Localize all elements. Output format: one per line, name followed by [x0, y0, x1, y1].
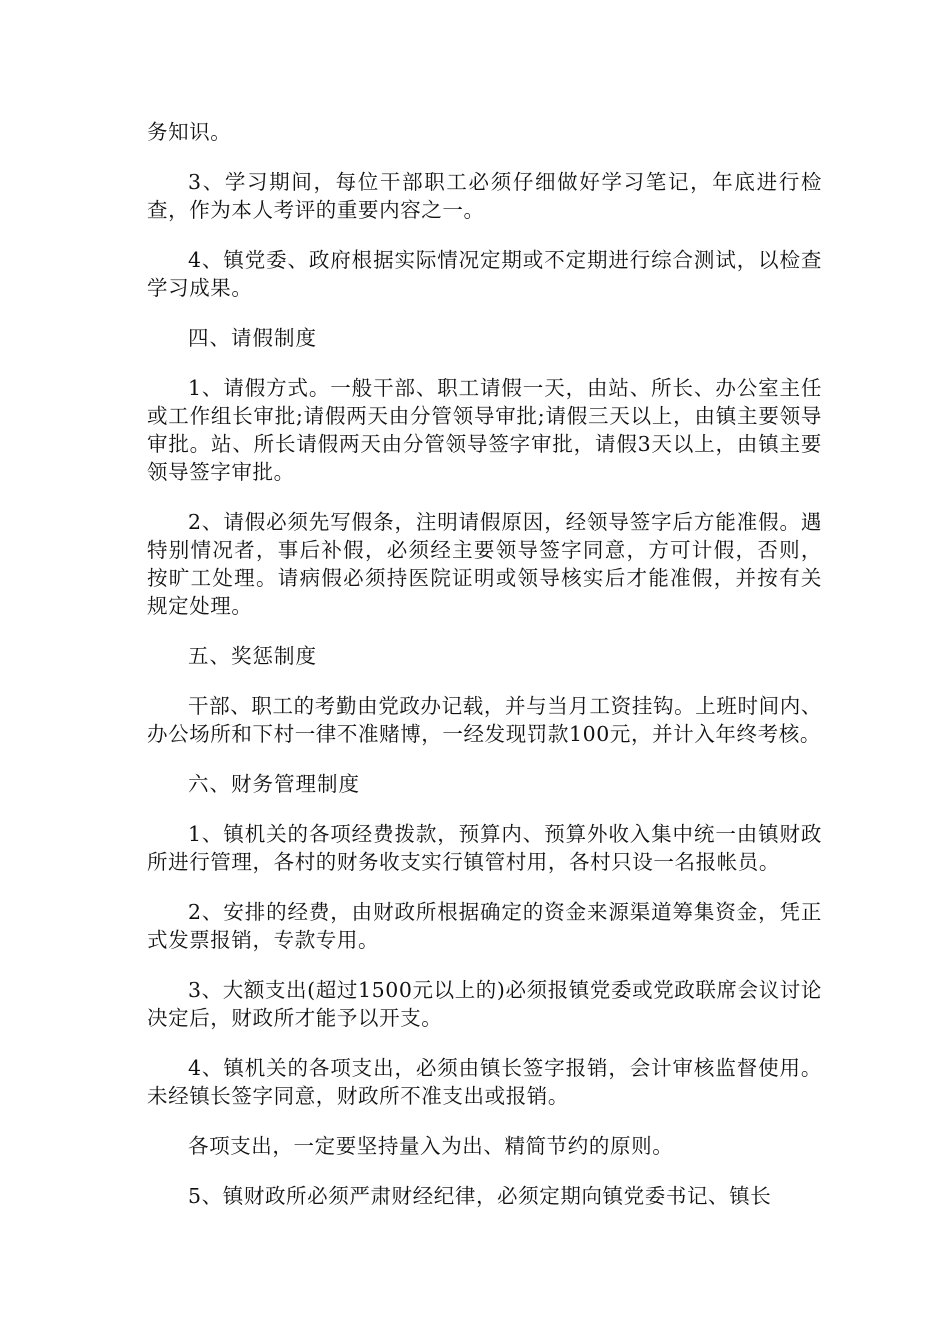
paragraph-finance-discipline: 5、镇财政所必须严肃财经纪律，必须定期向镇党委书记、镇长: [188, 1184, 772, 1208]
paragraph-finance-principle: 各项支出，一定要坚持量入为出、精简节约的原则。: [188, 1134, 674, 1158]
paragraph-study-test: 4、镇党委、政府根据实际情况定期或不定期进行综合测试，以检查学习成果。: [147, 248, 822, 300]
section-heading-leave: 四、请假制度: [188, 326, 317, 350]
paragraph-finance-large-spending: 3、大额支出(超过1500元以上的)必须报镇党委或党政联席会议讨论决定后，财政所才能予以开支。: [147, 978, 823, 1030]
paragraph-leave-note: 2、请假必须先写假条，注明请假原因，经领导签字后方能准假。遇特别情况者，事后补假，必须经主要领导签字同意，方可计假，否则，按旷工处理。请病假必须持医院证明或领导核实后才能准假，并按有关规定处理。: [147, 510, 822, 618]
paragraph-finance-signature: 4、镇机关的各项支出，必须由镇长签字报销，会计审核监督使用。未经镇长签字同意，财政所不准支出或报销。: [147, 1056, 822, 1108]
paragraph-attendance: 干部、职工的考勤由党政办记载，并与当月工资挂钩。上班时间内、办公场所和下村一律不准赌博，一经发现罚款100元，并计入年终考核。: [147, 694, 822, 746]
paragraph-continuation: 务知识。: [147, 120, 232, 144]
paragraph-finance-expenses: 2、安排的经费，由财政所根据确定的资金来源渠道筹集资金，凭正式发票报销，专款专用。: [147, 900, 822, 952]
section-heading-rewards: 五、奖惩制度: [188, 644, 317, 668]
paragraph-finance-funding: 1、镇机关的各项经费拨款，预算内、预算外收入集中统一由镇财政所进行管理，各村的财务收支实行镇管村用，各村只设一名报帐员。: [147, 822, 822, 874]
section-heading-finance: 六、财务管理制度: [188, 772, 360, 796]
paragraph-leave-method: 1、请假方式。一般干部、职工请假一天，由站、所长、办公室主任或工作组长审批;请假两天由分管领导审批;请假三天以上，由镇主要领导审批。站、所长请假两天由分管领导签字审批，请假3天以上，由镇主要领导签字审批。: [147, 376, 822, 484]
document-page: [147, 118, 822, 1232]
paragraph-study-notes: 3、学习期间，每位干部职工必须仔细做好学习笔记，年底进行检查，作为本人考评的重要内容之一。: [147, 170, 822, 222]
